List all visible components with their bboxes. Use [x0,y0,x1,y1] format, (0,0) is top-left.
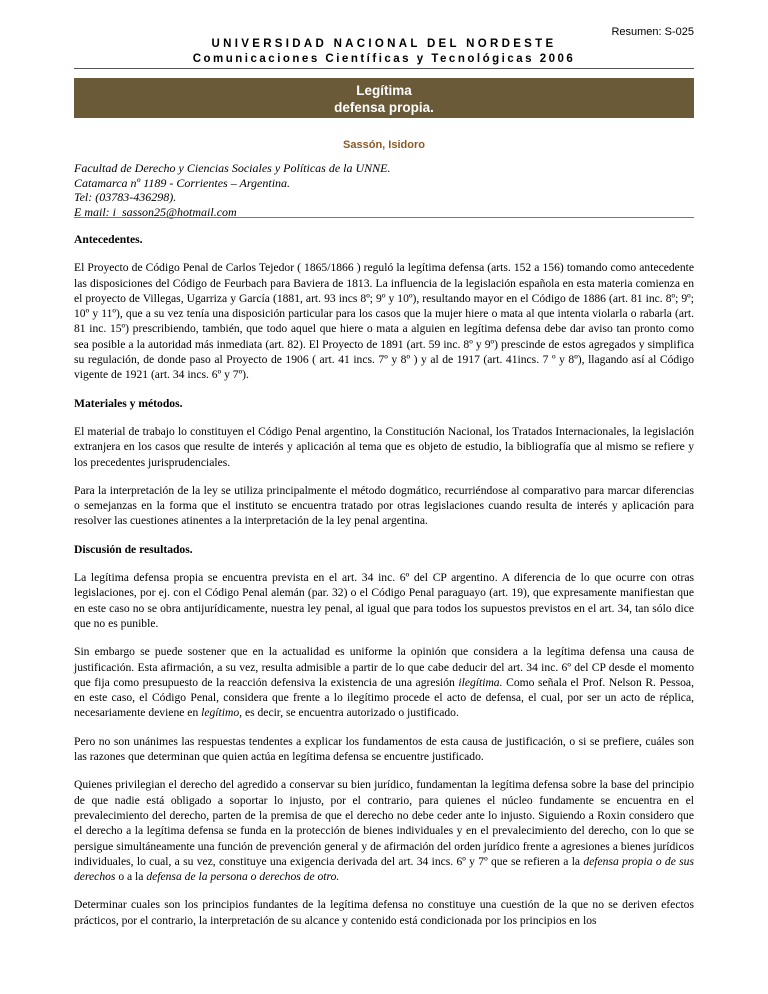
affiliation-phone: Tel: (03783-436298). [74,190,177,204]
paragraph-discusion-3: Pero no son unánimes las respuestas tendentes a explicar los fundamentos de esta causa de justificación, o si se prefiere, cuáles son las razones que determinan que quien actúa en legítima defensa se encuentre justificado. [74,734,694,764]
text-run: Como señala el Prof. Nelson R. Pessoa, en este caso, el Código Penal, considera que frente a lo ilegítimo procede el acto de defensa, el cual, por ser un acto de réplica, necesariamente deviene en [74,675,694,720]
affiliation-faculty: Facultad de Derecho y Ciencias Sociales y Políticas de la UNNE. [74,161,391,175]
affiliation-address: Catamarca nº 1189 - Corrientes – Argentina. [74,175,291,190]
affiliation-divider [74,217,694,218]
affiliation-block [74,161,694,219]
paragraph-discusion-4 [74,777,694,884]
title-line-2: defensa propia. [334,100,434,115]
italic-run: defensa propia o de sus derechos [74,854,694,884]
paragraph-antecedentes-1: El Proyecto de Código Penal de Carlos Tejedor ( 1865/1866 ) reguló la legítima defensa (arts. 152 a 156) tomando como antecedente las disposiciones del Código de Feurbach para Baviera de 1813. La influencia de la legislación española en esta materia comienza en el proyecto de Villegas, Ugarriza y García (1881, art. 93 incs 8º; 9º y 10º), resultando mayor en el Código de 1886 (art. 81 inc. 8º; 9º; 10º y 11º), que a su vez tenía una disposición particular para los casos que la mujer hiere o mata al que intenta violarla o rabarla (art. 81 inc. 15º) prescribiendo, también, que todo aquel que hiere o mata a alguien en legítima defensa debe dar aviso tan pronto como sea posible a la autoridad más inmediata (art. 82). El Proyecto de 1891 (art. 59 inc. 8º y 9º) prescinde de estos agregados y simplifica su regulación, de donde paso al Proyecto de 1906 ( art. 41 incs. 7º y 8º ) y al de 1917 (art. 41incs. 7 º y 8º), llagando así al Código vigente de 1921 (art. 34 incs. 6º y 7º). [74,261,694,382]
italic-run: ilegítima. [458,675,503,689]
text-run: es decir, se encuentra autorizado o justificado. [242,706,459,720]
header-divider [74,68,694,69]
communications-title: Comunicaciones Científicas y Tecnológicas 2006 [192,53,576,65]
section-heading-discusion: Discusión de resultados. [74,542,193,556]
affiliation-email: E mail: i_sasson25@hotmail.com [74,204,237,219]
section-heading-antecedentes: Antecedentes. [74,233,143,246]
university-name: UNIVERSIDAD NACIONAL DEL NORDESTE [211,38,557,50]
paragraph-discusion-1: La legítima defensa propia se encuentra prevista en el art. 34 inc. 6º del CP argentino. A diferencia de lo que ocurre con otras legislaciones, por ej. con el Código Penal alemán (par. 32) o el Código Penal paraguayo (art. 19), que expresamente manifiestan que en este caso no se obra antijurídicamente, nuestra ley penal, al igual que para todos los supuestos previstos en el art. 34, tan sólo dice que no es punible. [74,571,694,630]
paragraph-materiales-2: Para la interpretación de la ley se utiliza principalmente el método dogmático, recurriéndose al comparativo para marcar diferencias o semejanzas en la forma que el instituto se encuentra tratado por otras legislaciones cuando resulta de interés y aplicación para resolver las cuestiones atinentes a la interpretación de la ley penal argentina. [74,483,694,528]
italic-run: defensa de la persona o derechos de otro. [146,870,340,884]
text-run: o a la [115,870,147,884]
article-body [74,232,694,928]
title-line-1: Legítima [356,83,412,98]
paragraph-materiales-1: El material de trabajo lo constituyen el Código Penal argentino, la Constitución Nacional, los Tratados Internacionales, la legislación extranjera en los casos que resulte de interés y aplicación al tema que es objeto de estudio, la bibliografía que al mismo se refiere y los precedentes jurisprudenciales. [74,424,694,469]
paragraph-discusion-5: Determinar cuales son los principios fundantes de la legítima defensa no constituye una cuestión de la que no se deriven efectos prácticos, por el contrario, la interpretación de su alcance y contenido está condicionada por los principios en los [74,898,694,927]
title-banner [74,78,694,118]
resumen-code: Resumen: S-025 [611,26,694,38]
author-name: Sassón, Isidoro [343,139,425,151]
text-run: Sin embargo se puede sostener que en la actualidad es uniforme la opinión que considera a la legítima defensa una causa de justificación. Esta afirmación, a su vez, resulta admisible a partir de lo que cabe deducir del art. 34 inc. 6º del CP desde el momento que fija como presupuesto de la reacción defensiva la existencia de una agresión [74,645,694,689]
italic-run: legítimo, [201,706,243,720]
text-run: Quienes privilegian el derecho del agredido a conservar su bien jurídico, fundamentan la legítima defensa sobre la base del principio de que nadie está obligado a soportar lo injusto, por el contrario, para quienes el núcleo fundamente se encuentra en el prevalecimiento del derecho, parten de la premisa de que el derecho no debe ceder ante lo injusto. Siguiendo a Roxin considero que el derecho a la legítima defensa se funda en la protección de bienes individuales y en el prevalecimiento del derecho, con lo que se persigue simultáneamente una función de prevención general y de afirmación del orden jurídico frente a agresiones a bienes jurídicos individuales, lo cual, a su vez, constituye una exigencia derivada del art. 34 incs. 6º y 7º que se refieren a la [74,778,694,868]
section-heading-materiales: Materiales y métodos. [74,396,183,410]
paragraph-discusion-2 [74,644,694,720]
